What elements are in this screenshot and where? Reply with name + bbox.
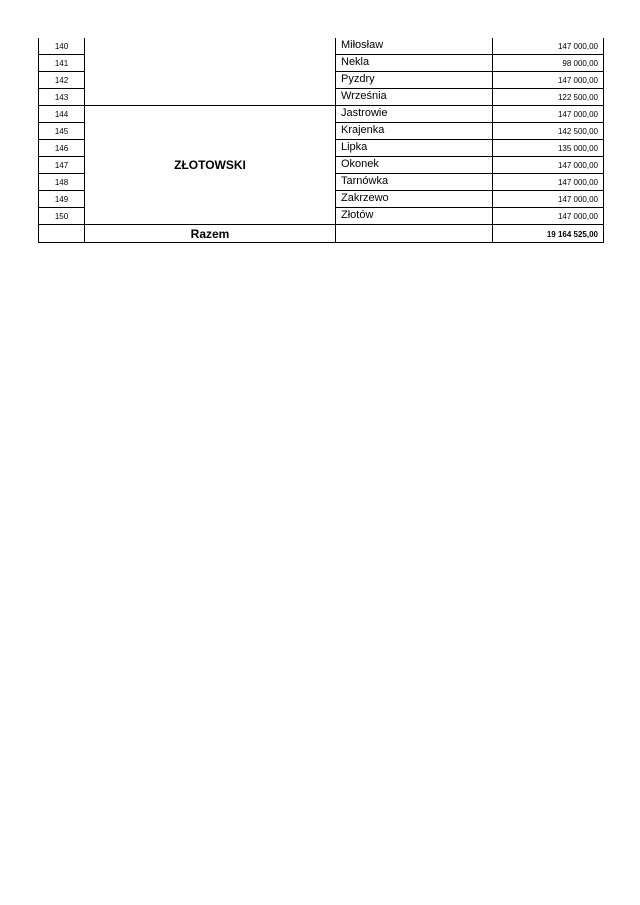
row-number: 150: [39, 208, 85, 225]
gmina-name: Września: [336, 89, 493, 106]
total-amount: 19 164 525,00: [493, 225, 604, 243]
allocation-table: [38, 38, 604, 243]
gmina-name: Okonek: [336, 157, 493, 174]
row-number: 146: [39, 140, 85, 157]
total-row: [39, 225, 604, 243]
row-number: 145: [39, 123, 85, 140]
row-number: 149: [39, 191, 85, 208]
powiat-name: ZŁOTOWSKI: [85, 106, 336, 225]
row-number: 148: [39, 174, 85, 191]
amount-value: 147 000,00: [493, 174, 604, 191]
gmina-name: Miłosław: [336, 38, 493, 55]
amount-value: 98 000,00: [493, 55, 604, 72]
gmina-name: Zakrzewo: [336, 191, 493, 208]
total-empty-cell: [336, 225, 493, 243]
gmina-name: Lipka: [336, 140, 493, 157]
total-empty-cell: [39, 225, 85, 243]
gmina-name: Nekla: [336, 55, 493, 72]
gmina-name: Tarnówka: [336, 174, 493, 191]
amount-value: 135 000,00: [493, 140, 604, 157]
gmina-name: Złotów: [336, 208, 493, 225]
gmina-name: Jastrowie: [336, 106, 493, 123]
row-number: 141: [39, 55, 85, 72]
table-row: [39, 38, 604, 55]
row-number: 144: [39, 106, 85, 123]
powiat-cell-continued: [85, 38, 336, 106]
amount-value: 147 000,00: [493, 106, 604, 123]
row-number: 147: [39, 157, 85, 174]
gmina-name: Krajenka: [336, 123, 493, 140]
gmina-name: Pyzdry: [336, 72, 493, 89]
total-label: Razem: [85, 225, 336, 243]
amount-value: 147 000,00: [493, 157, 604, 174]
amount-value: 147 000,00: [493, 38, 604, 55]
amount-value: 147 000,00: [493, 72, 604, 89]
row-number: 143: [39, 89, 85, 106]
table-row: [39, 106, 604, 123]
amount-value: 147 000,00: [493, 191, 604, 208]
amount-value: 147 000,00: [493, 208, 604, 225]
row-number: 140: [39, 38, 85, 55]
amount-value: 142 500,00: [493, 123, 604, 140]
row-number: 142: [39, 72, 85, 89]
amount-value: 122 500,00: [493, 89, 604, 106]
